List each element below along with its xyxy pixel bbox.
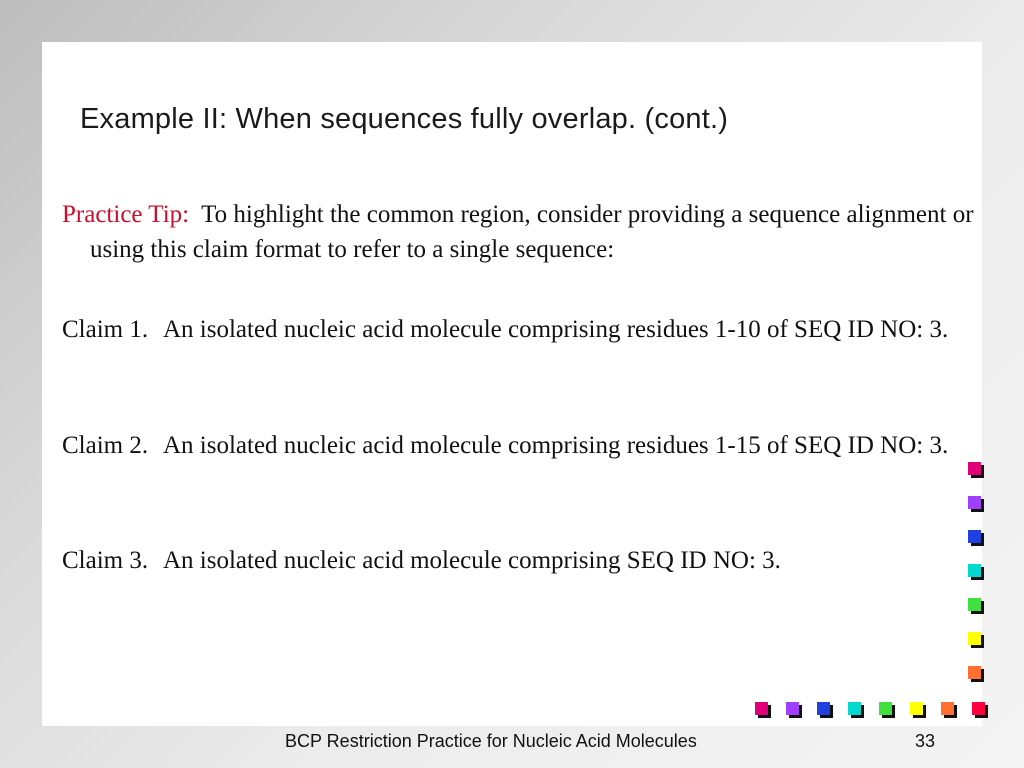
- decor-square-right-5: [968, 598, 981, 611]
- decor-square-right-2: [968, 496, 981, 509]
- claim-3: [62, 543, 985, 578]
- decor-square-bottom-4: [848, 702, 861, 715]
- decor-square-right-4: [968, 564, 981, 577]
- practice-tip-label: Practice Tip:: [62, 201, 190, 228]
- decor-square-bottom-1: [755, 702, 768, 715]
- decor-square-bottom-5: [879, 702, 892, 715]
- slide-canvas: [42, 42, 982, 726]
- decor-square-right-7: [968, 666, 981, 679]
- claim-1: [62, 312, 985, 347]
- claim-2-text: An isolated nucleic acid molecule comprising residues 1-15 of SEQ ID NO: 3.: [162, 432, 949, 459]
- claim-2-label: Claim 2.: [62, 432, 149, 459]
- decor-square-bottom-7: [941, 702, 954, 715]
- claim-1-label: Claim 1.: [62, 316, 149, 343]
- decor-square-bottom-6: [910, 702, 923, 715]
- decor-square-right-6: [968, 632, 981, 645]
- claim-2: [62, 428, 985, 463]
- page-number: 33: [915, 731, 936, 751]
- claim-1-text: An isolated nucleic acid molecule comprising residues 1-10 of SEQ ID NO: 3.: [162, 316, 949, 343]
- claim-3-text: An isolated nucleic acid molecule comprising SEQ ID NO: 3.: [162, 547, 781, 574]
- slide-title: Example II: When sequences fully overlap. (cont.): [80, 103, 729, 135]
- footer-title: BCP Restriction Practice for Nucleic Acid Molecules: [285, 731, 697, 751]
- practice-tip-text: To highlight the common region, consider providing a sequence alignment or using this claim format to refer to a single sequence:: [90, 201, 974, 263]
- decor-square-bottom-3: [817, 702, 830, 715]
- decor-square-right-1: [968, 462, 981, 475]
- practice-tip: [62, 197, 985, 267]
- decor-square-bottom-2: [786, 702, 799, 715]
- decor-square-bottom-8: [972, 702, 985, 715]
- decor-square-right-3: [968, 530, 981, 543]
- claim-3-label: Claim 3.: [62, 547, 149, 574]
